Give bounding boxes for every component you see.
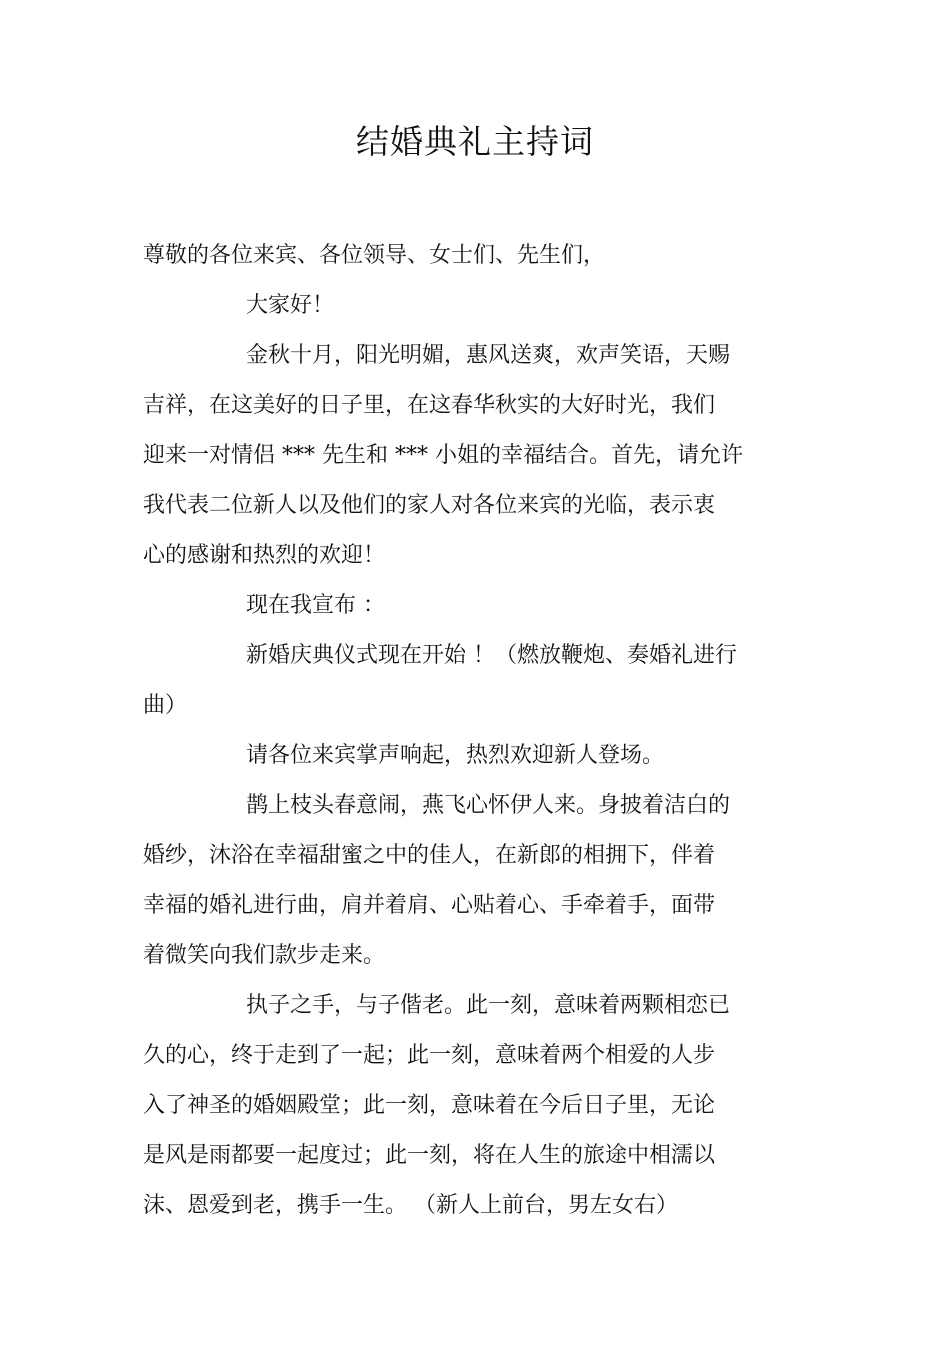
- paragraph-line: 久的心，终于走到了一起；此一刻，意味着两个相爱的人步: [143, 1043, 716, 1068]
- paragraph-line: 请各位来宾掌声响起，热烈欢迎新人登场。: [246, 743, 665, 768]
- paragraph-line: 金秋十月，阳光明媚，惠风送爽，欢声笑语，天赐: [246, 343, 731, 368]
- paragraph-line: 执子之手，与子偕老。此一刻，意味着两颗相恋已: [246, 993, 731, 1018]
- paragraph-line: 沫、恩爱到老，携手一生。 （新人上前台，男左女右）: [143, 1193, 678, 1218]
- paragraph-line: 吉祥，在这美好的日子里，在这春华秋实的大好时光，我们: [143, 393, 716, 418]
- paragraph-line: 我代表二位新人以及他们的家人对各位来宾的光临，表示衷: [143, 493, 716, 518]
- salutation-line: 尊敬的各位来宾、各位领导、女士们、先生们，: [143, 243, 606, 268]
- announcement-line: 现在我宣布 ：: [246, 593, 385, 618]
- greeting-line: 大家好！: [246, 293, 335, 318]
- paragraph-line: 婚纱，沐浴在幸福甜蜜之中的佳人，在新郎的相拥下，伴着: [143, 843, 716, 868]
- paragraph-line: 入了神圣的婚姻殿堂；此一刻，意味着在今后日子里，无论: [143, 1093, 716, 1118]
- paragraph-line: 着微笑向我们款步走来。: [143, 943, 386, 968]
- paragraph-line: 幸福的婚礼进行曲，肩并着肩、心贴着心、手牵着手，面带: [143, 893, 716, 918]
- paragraph-line: 鹊上枝头春意闹，燕飞心怀伊人来。身披着洁白的: [246, 793, 731, 818]
- document-title: 结婚典礼主持词: [356, 122, 594, 161]
- paragraph-line: 曲）: [143, 693, 188, 718]
- paragraph-line: 新婚庆典仪式现在开始 ！（燃放鞭炮、奏婚礼进行: [246, 643, 737, 668]
- paragraph-line: 是风是雨都要一起度过；此一刻，将在人生的旅途中相濡以: [143, 1143, 716, 1168]
- paragraph-line: 心的感谢和热烈的欢迎！: [143, 543, 386, 568]
- paragraph-line: 迎来一对情侣 *** 先生和 *** 小姐的幸福结合。首先，请允许: [143, 443, 743, 468]
